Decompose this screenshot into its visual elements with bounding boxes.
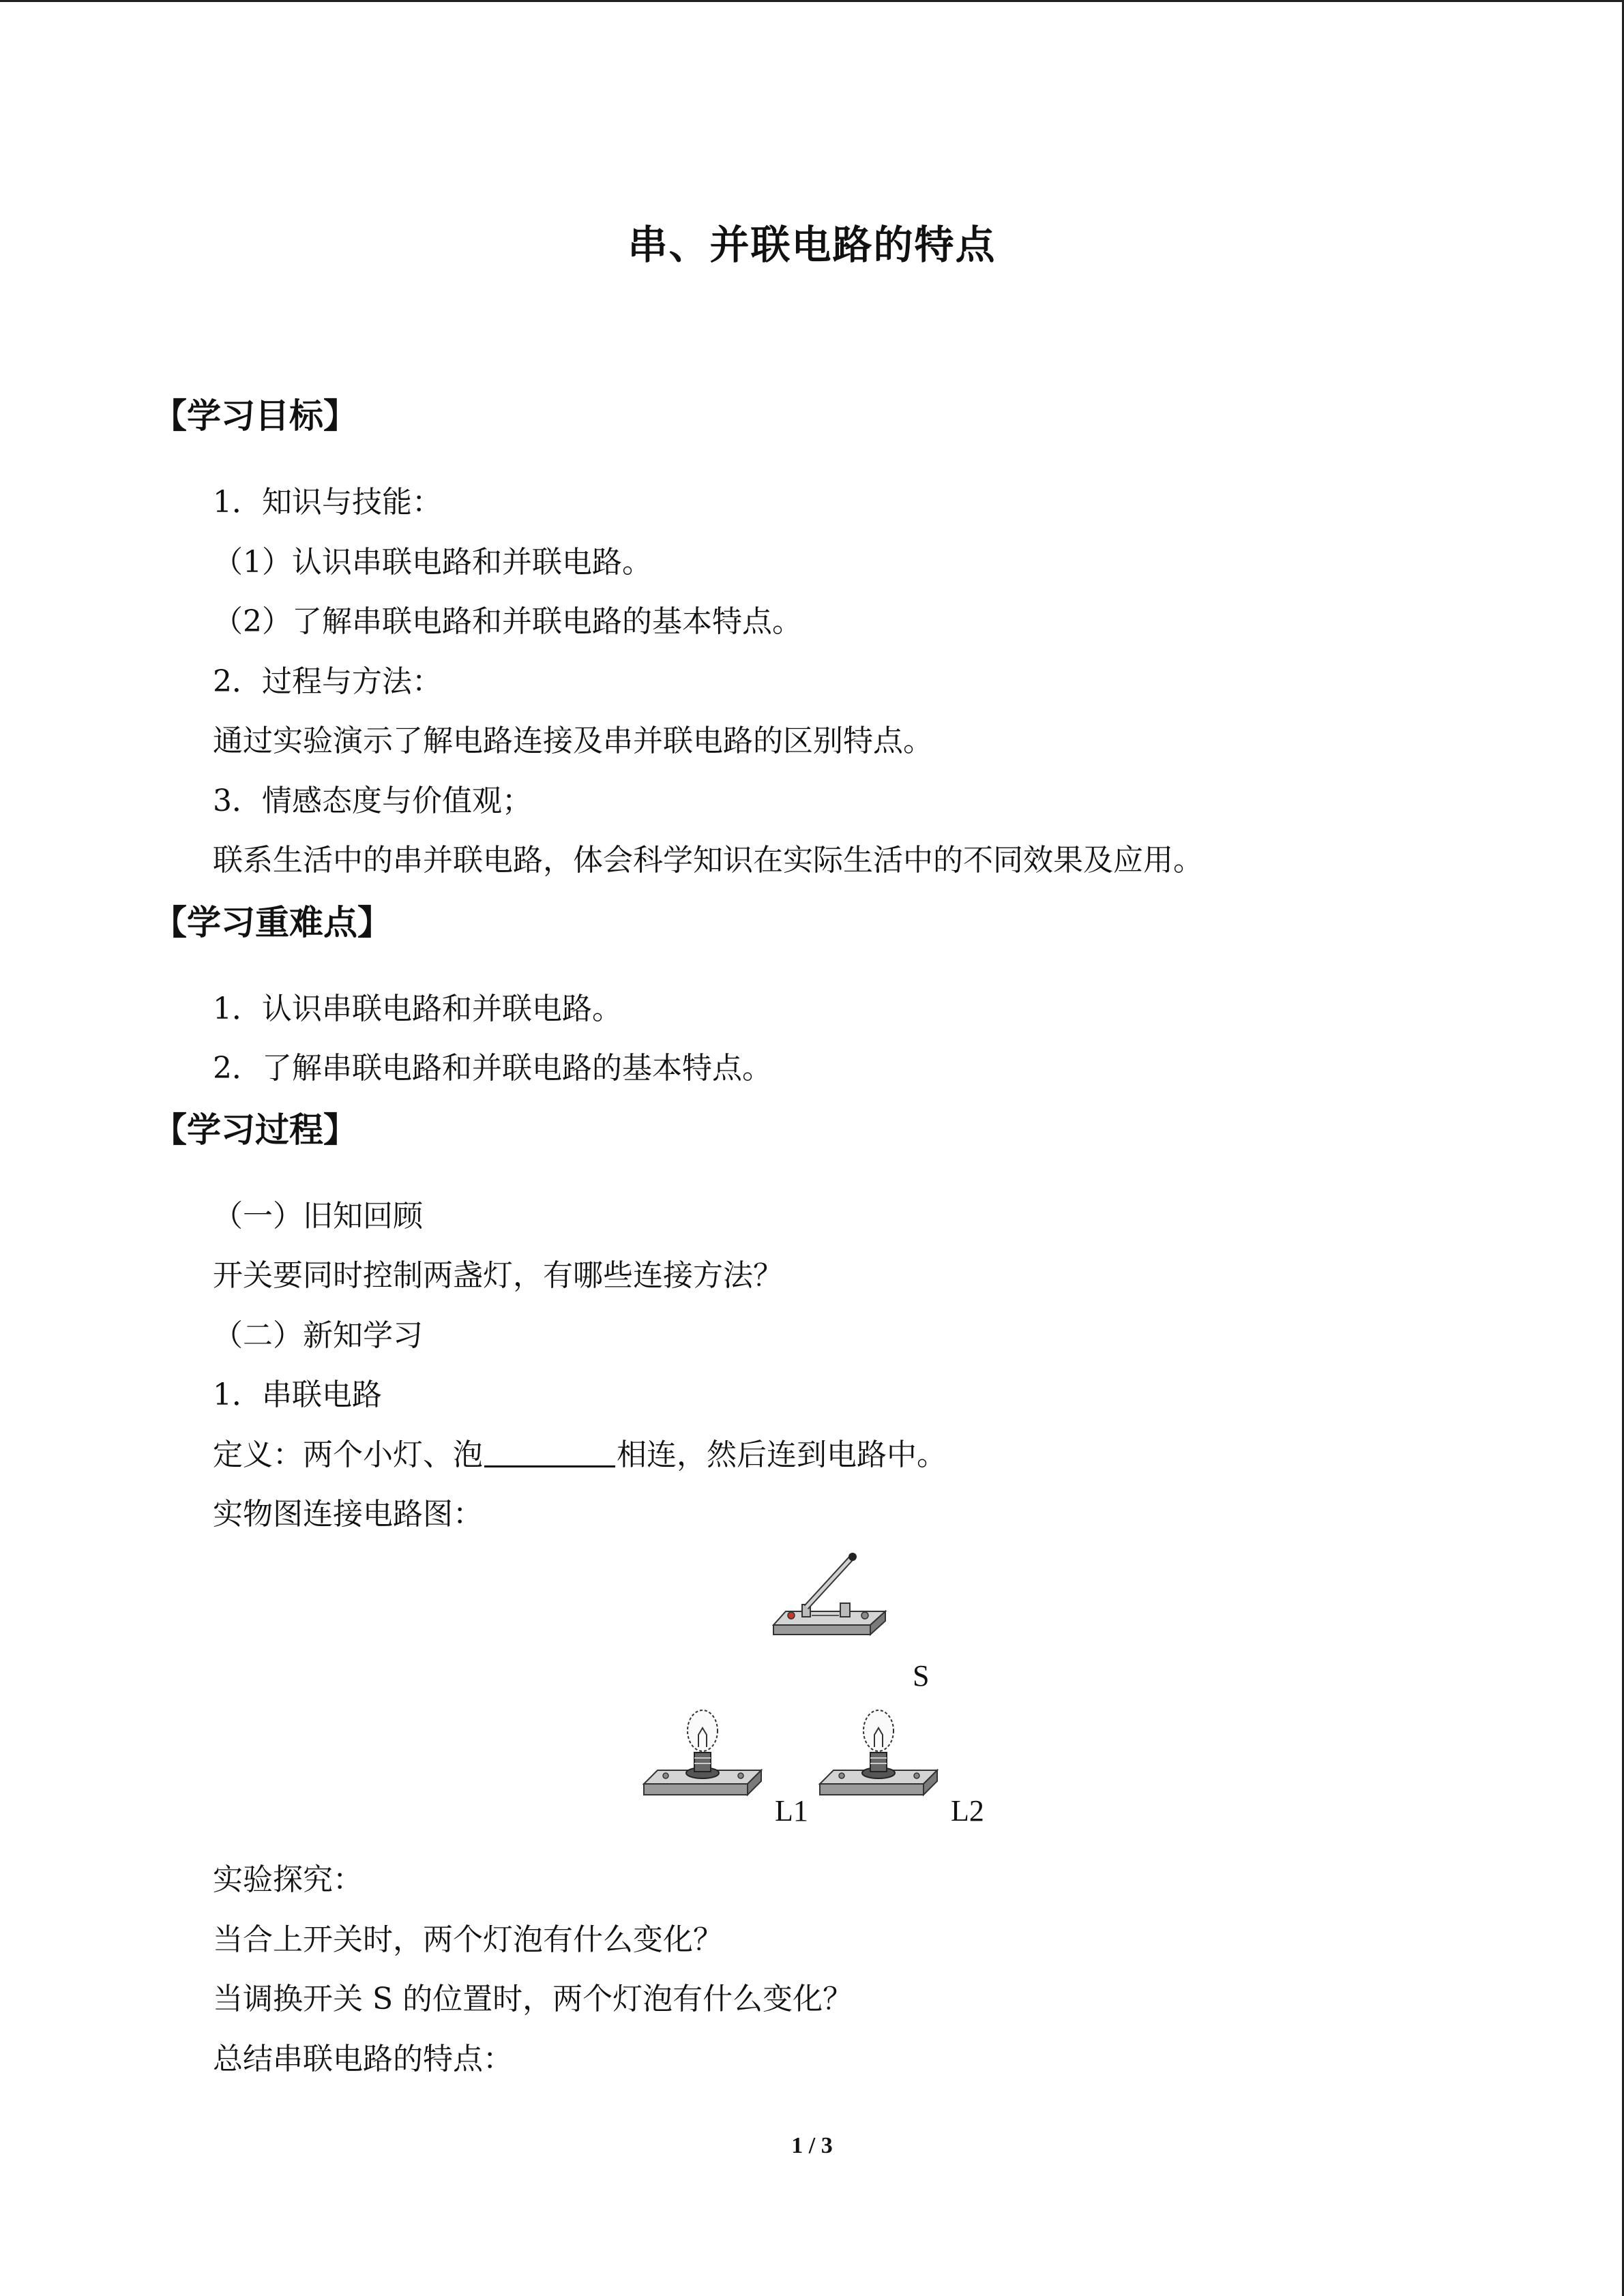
process-after-line: 实验探究： bbox=[213, 1862, 363, 1897]
diagram-caption: 实物图连接电路图： bbox=[213, 1497, 483, 1532]
process-after-line: 当合上开关时，两个灯泡有什么变化？ bbox=[213, 1922, 723, 1957]
goals-line: 联系生活中的串并联电路，体会科学知识在实际生活中的不同效果及应用。 bbox=[213, 843, 1203, 878]
goals-line: （2）了解串联电路和并联电路的基本特点。 bbox=[213, 604, 802, 639]
definition-before: 定义：两个小灯、泡 bbox=[213, 1437, 483, 1472]
key-points-line: 2．了解串联电路和并联电路的基本特点。 bbox=[213, 1051, 772, 1086]
lamp2-label: L2 bbox=[951, 1794, 984, 1828]
definition-after: 相连，然后连到电路中。 bbox=[617, 1437, 947, 1472]
process-line: 开关要同时控制两盏灯，有哪些连接方法？ bbox=[213, 1258, 783, 1293]
process-after-line: 总结串联电路的特点： bbox=[213, 2042, 513, 2076]
definition-line bbox=[213, 1430, 947, 1474]
process-after-line: 当调换开关 S 的位置时，两个灯泡有什么变化？ bbox=[213, 1982, 853, 2016]
section-heading-process: 【学习过程】 bbox=[153, 1109, 357, 1150]
knife-switch-icon bbox=[771, 1551, 894, 1640]
page-title: 串、并联电路的特点 bbox=[628, 222, 996, 268]
process-line: 1．串联电路 bbox=[213, 1377, 382, 1412]
key-points-line: 1．认识串联电路和并联电路。 bbox=[213, 992, 622, 1026]
lamp1-label: L1 bbox=[775, 1794, 808, 1828]
page-number: 1 / 3 bbox=[791, 2133, 833, 2158]
goals-line: （1）认识串联电路和并联电路。 bbox=[213, 545, 652, 580]
section-heading-key-points: 【学习重难点】 bbox=[153, 902, 392, 942]
switch-label: S bbox=[913, 1659, 930, 1693]
goals-line: 3．情感态度与价值观； bbox=[213, 784, 532, 818]
goals-line: 1．知识与技能： bbox=[213, 485, 442, 520]
process-line: （二）新知学习 bbox=[213, 1318, 423, 1353]
bulb-holder-icon bbox=[641, 1705, 763, 1807]
section-heading-goals: 【学习目标】 bbox=[153, 396, 357, 436]
process-line: （一）旧知回顾 bbox=[213, 1199, 423, 1234]
fill-in-blank[interactable] bbox=[484, 1438, 615, 1467]
bulb-holder-icon bbox=[817, 1705, 939, 1807]
goals-line: 2．过程与方法： bbox=[213, 664, 442, 699]
goals-line: 通过实验演示了解电路连接及串并联电路的区别特点。 bbox=[213, 724, 933, 758]
